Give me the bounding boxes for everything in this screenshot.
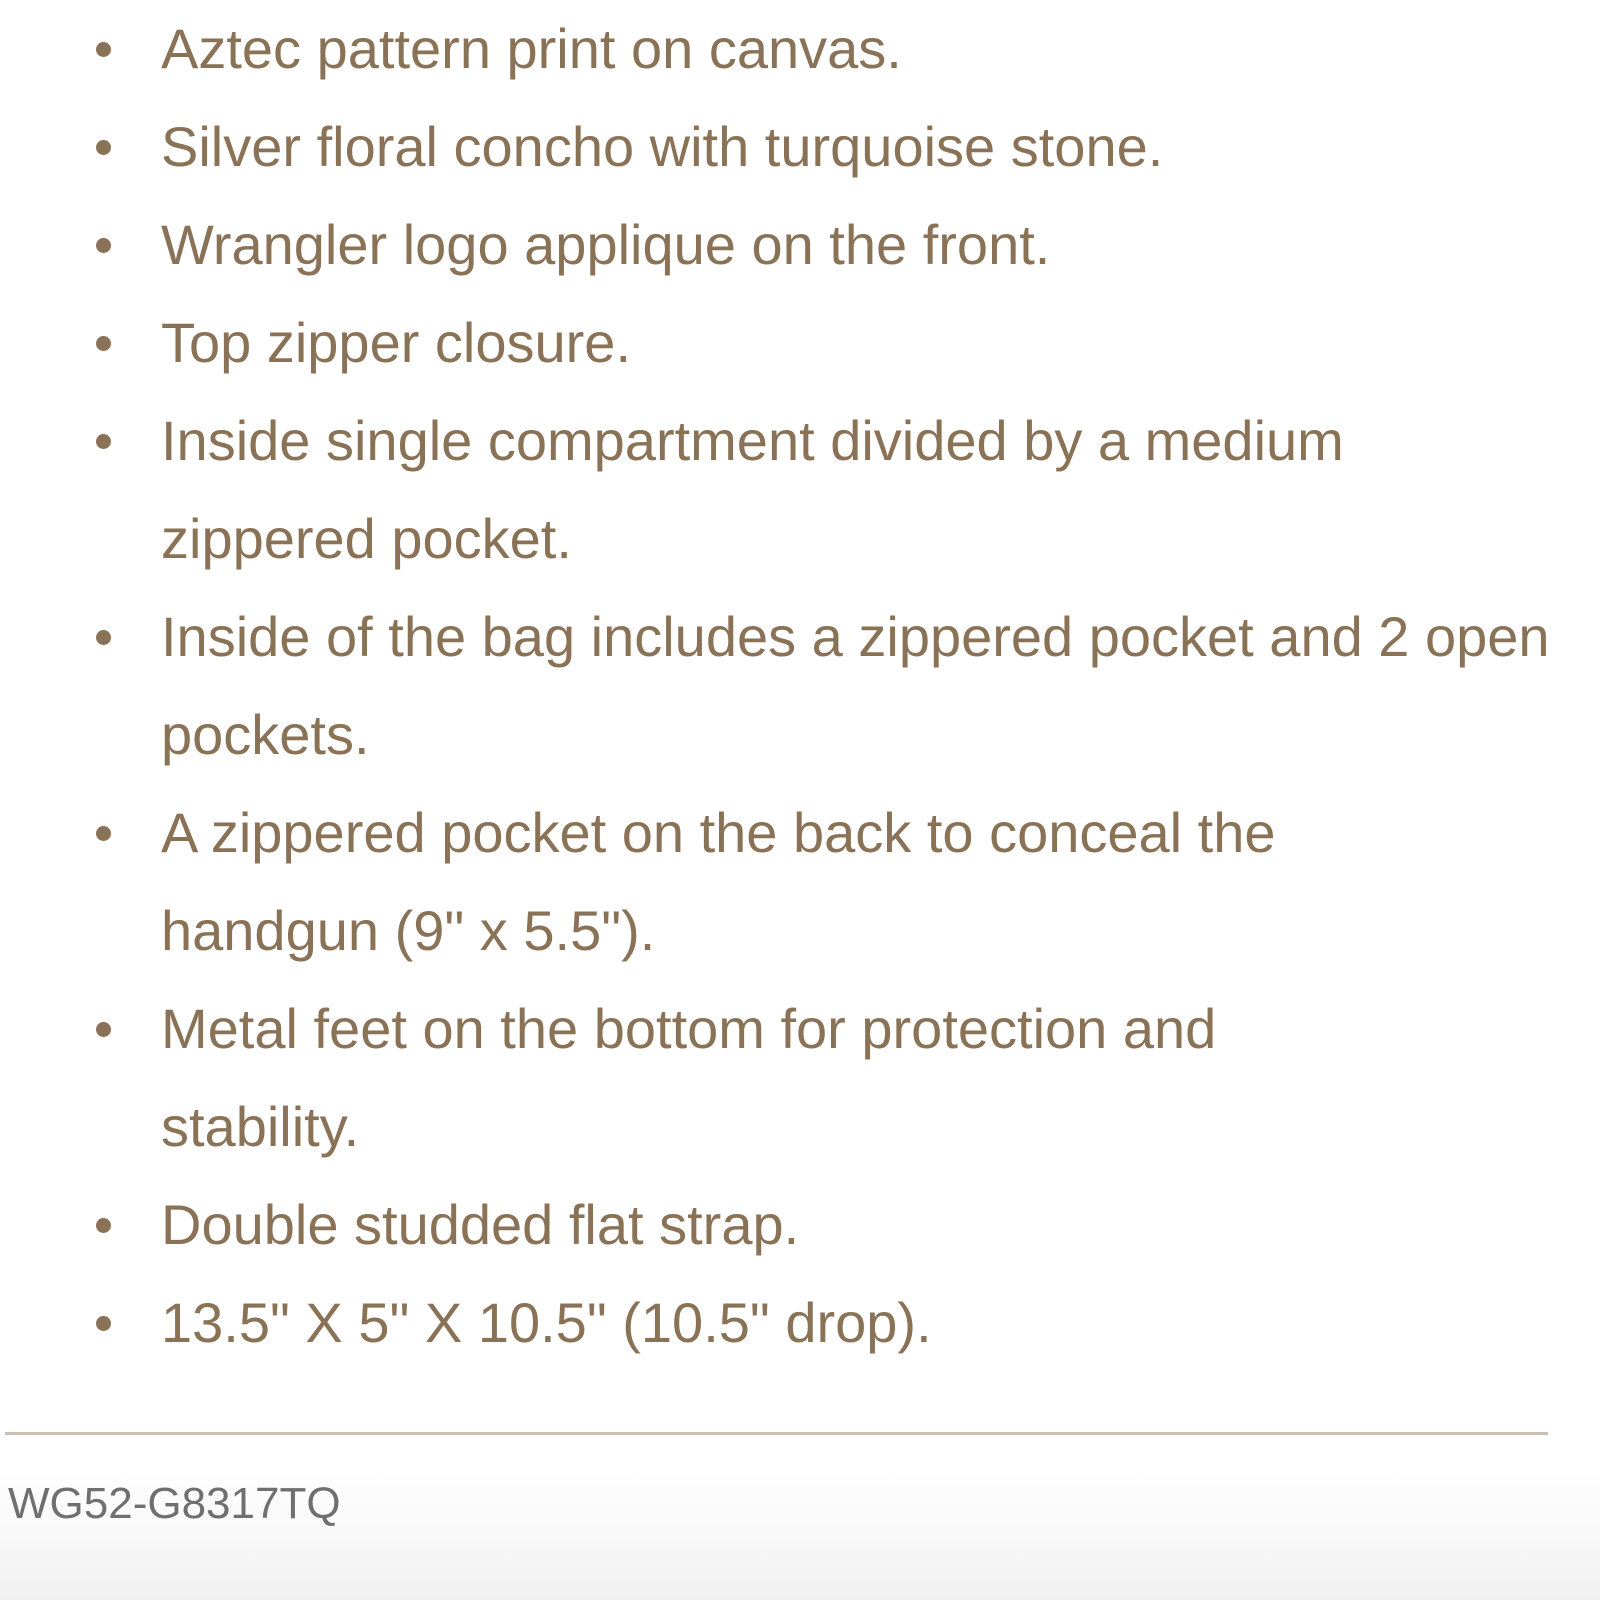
- feature-text: Inside single compartment divided by a medium zippered pocket.: [161, 409, 1344, 570]
- bullet-icon: [96, 826, 111, 841]
- bullet-icon: [96, 630, 111, 645]
- feature-text: 13.5" X 5" X 10.5" (10.5" drop).: [161, 1291, 932, 1354]
- feature-text: Aztec pattern print on canvas.: [161, 17, 902, 80]
- feature-item: [0, 294, 1600, 392]
- feature-text: Wrangler logo applique on the front.: [161, 213, 1051, 276]
- feature-text: Inside of the bag includes a zippered pocket and 2 open pockets.: [161, 605, 1550, 766]
- bullet-icon: [96, 1218, 111, 1233]
- feature-text: Metal feet on the bottom for protection and stability.: [161, 997, 1217, 1158]
- bullet-icon: [96, 42, 111, 57]
- feature-item: [0, 196, 1600, 294]
- feature-text: A zippered pocket on the back to conceal the handgun (9" x 5.5").: [161, 801, 1276, 962]
- bullet-icon: [96, 336, 111, 351]
- feature-text: Top zipper closure.: [161, 311, 632, 374]
- feature-item: [0, 784, 1600, 980]
- bullet-icon: [96, 140, 111, 155]
- bullet-icon: [96, 1022, 111, 1037]
- bullet-icon: [96, 1316, 111, 1331]
- feature-item: [0, 1176, 1600, 1274]
- section-divider: [5, 1432, 1548, 1435]
- feature-item: [0, 392, 1600, 588]
- product-sku: WG52-G8317TQ: [8, 1479, 341, 1528]
- bullet-icon: [96, 434, 111, 449]
- feature-item: [0, 0, 1600, 98]
- feature-item: [0, 1274, 1600, 1372]
- feature-text: Double studded flat strap.: [161, 1193, 800, 1256]
- feature-item: [0, 980, 1600, 1176]
- bullet-icon: [96, 238, 111, 253]
- feature-text: Silver floral concho with turquoise stone.: [161, 115, 1164, 178]
- feature-item: [0, 588, 1600, 784]
- feature-item: [0, 98, 1600, 196]
